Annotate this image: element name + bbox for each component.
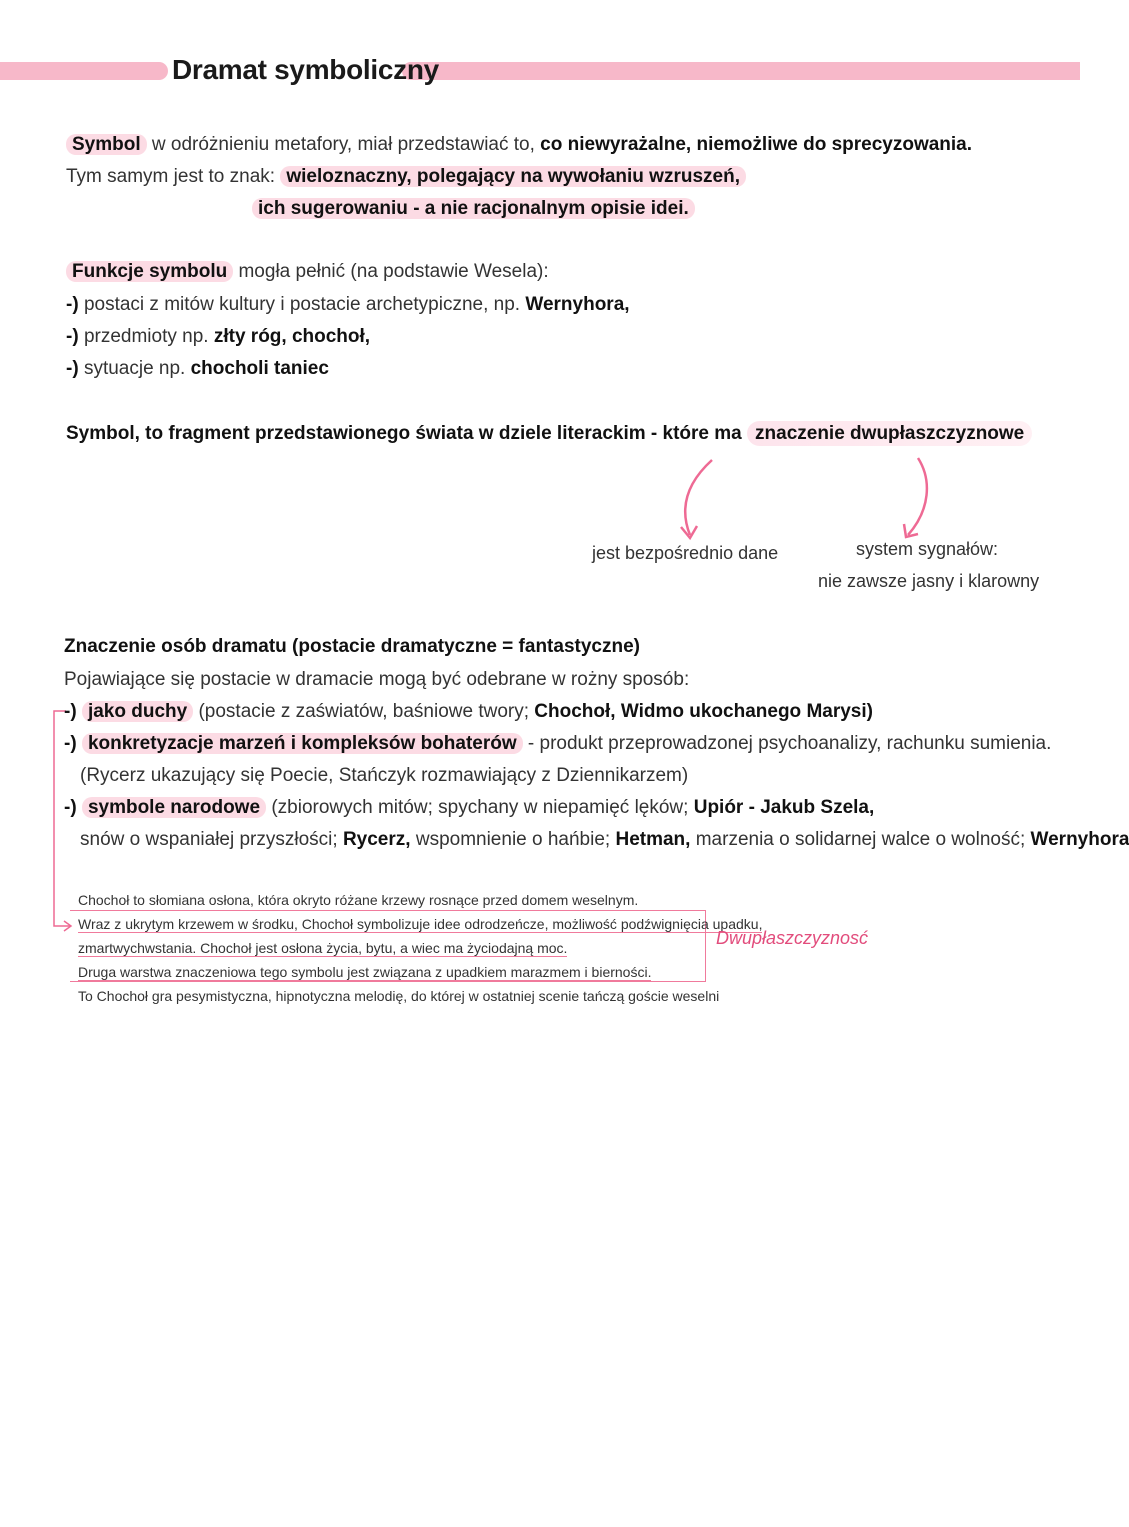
text-bold-highlight: jako duchy <box>82 701 193 722</box>
arrow-right <box>908 458 927 535</box>
text: Tym samym jest to znak: <box>66 166 281 187</box>
bullet: -) <box>64 797 82 818</box>
text-bold: Wernyhora, <box>525 294 630 315</box>
text-bold-highlight: wieloznaczny, polegający na wywołaniu wzruszeń, <box>280 166 746 187</box>
text-bold: co niewyrażalne, niemożliwe do sprecyzowania. <box>540 134 973 155</box>
bullet: -) <box>66 294 84 315</box>
bullet: -) <box>66 358 84 379</box>
meaning-signals-1: system sygnałów: <box>856 539 999 559</box>
characters-item-1 <box>64 701 873 723</box>
text: mogła pełnić (na podstawie Wesela): <box>233 261 549 282</box>
text: wspomnienie o hańbie; <box>410 829 616 850</box>
characters-item-2 <box>64 733 1051 755</box>
text: (postacie z zaświatów, baśniowe twory; <box>193 701 535 722</box>
characters-item-3-continued <box>80 829 1129 851</box>
text-bold: złty róg, chochoł, <box>213 326 371 347</box>
two-level-label: Dwupłaszczyznosć <box>716 928 869 948</box>
text-bold: Wernyhora <box>1030 829 1129 850</box>
text-bold: Upiór - Jakub Szela, <box>693 797 875 818</box>
text: snów o wspaniałej przyszłości; <box>80 829 343 850</box>
text-bold: chocholi taniec <box>190 358 329 379</box>
text-bold: Hetman, <box>615 829 691 850</box>
text: przedmioty np. <box>83 326 214 347</box>
text: sytuacje np. <box>83 358 191 379</box>
chochol-note-4: Druga warstwa znaczeniowa tego symbolu jest związana z upadkiem marazmem i bierności. <box>78 964 652 980</box>
text: w odróżnieniu metafory, miał przedstawiać to, <box>146 134 541 155</box>
characters-heading <box>64 636 640 658</box>
text: - produkt przeprowadzonej psychoanalizy, rachunku sumienia. <box>522 733 1052 754</box>
symbol-term: Symbol <box>66 134 147 155</box>
characters-intro: Pojawiające się postacie w dramacie mogą być odebrane w rożny sposób: <box>64 669 690 690</box>
text-bold-highlight: konkretyzacje marzeń i kompleksów bohaterów <box>82 733 523 754</box>
text: postaci z mitów kultury i postacie archetypiczne, np. <box>83 294 526 315</box>
two-level-meaning: znaczenie dwupłaszczyznowe <box>747 421 1032 446</box>
chochol-note-2: Wraz z ukrytym krzewem w środku, Chochoł symbolizuje idee odrodzeńcze, możliwość podźwignięcia upadku, <box>78 916 763 932</box>
chochol-note-3: zmartwychwstania. Chochoł jest osłona życia, bytu, a wiec ma życiodajną moc. <box>78 940 568 956</box>
arrow-left <box>685 460 712 535</box>
meaning-signals-2: nie zawsze jasny i klarowny <box>818 571 1040 591</box>
bullet: -) <box>64 701 82 722</box>
text-bold-highlight: Funkcje symbolu <box>66 261 233 282</box>
text: (zbiorowych mitów; spychany w niepamięć lęków; <box>266 797 694 818</box>
text-bold: Chochoł, Widmo ukochanego Marysi) <box>534 701 873 722</box>
meaning-direct: jest bezpośrednio dane <box>592 543 779 563</box>
text-bold-highlight: ich sugerowaniu - a nie racjonalnym opisie idei. <box>252 198 695 219</box>
text: marzenia o solidarnej walce o wolność; <box>690 829 1031 850</box>
page-title: Dramat symboliczny <box>172 54 439 85</box>
text-bold: Rycerz, <box>342 829 411 850</box>
chochol-note-5: To Chochoł gra pesymistyczna, hipnotyczna melodię, do której w ostatniej scenie tańczą goście weselni <box>78 988 720 1004</box>
bullet: -) <box>64 733 82 754</box>
text-bold-highlight: symbole narodowe <box>82 797 266 818</box>
text-bold: Znaczenie osób dramatu (postacie dramatyczne = fantastyczne) <box>64 636 640 657</box>
characters-item-2-examples: (Rycerz ukazujący się Poecie, Stańczyk rozmawiający z Dziennikarzem) <box>80 765 689 786</box>
bullet: -) <box>66 326 84 347</box>
characters-item-3 <box>64 797 874 819</box>
text-bold: Symbol, to fragment przedstawionego świata w dziele literackim - które ma <box>66 423 748 444</box>
chochol-note-1: Chochoł to słomiana osłona, która okryto różane krzewy rosnące przed domem weselnym. <box>78 892 639 908</box>
